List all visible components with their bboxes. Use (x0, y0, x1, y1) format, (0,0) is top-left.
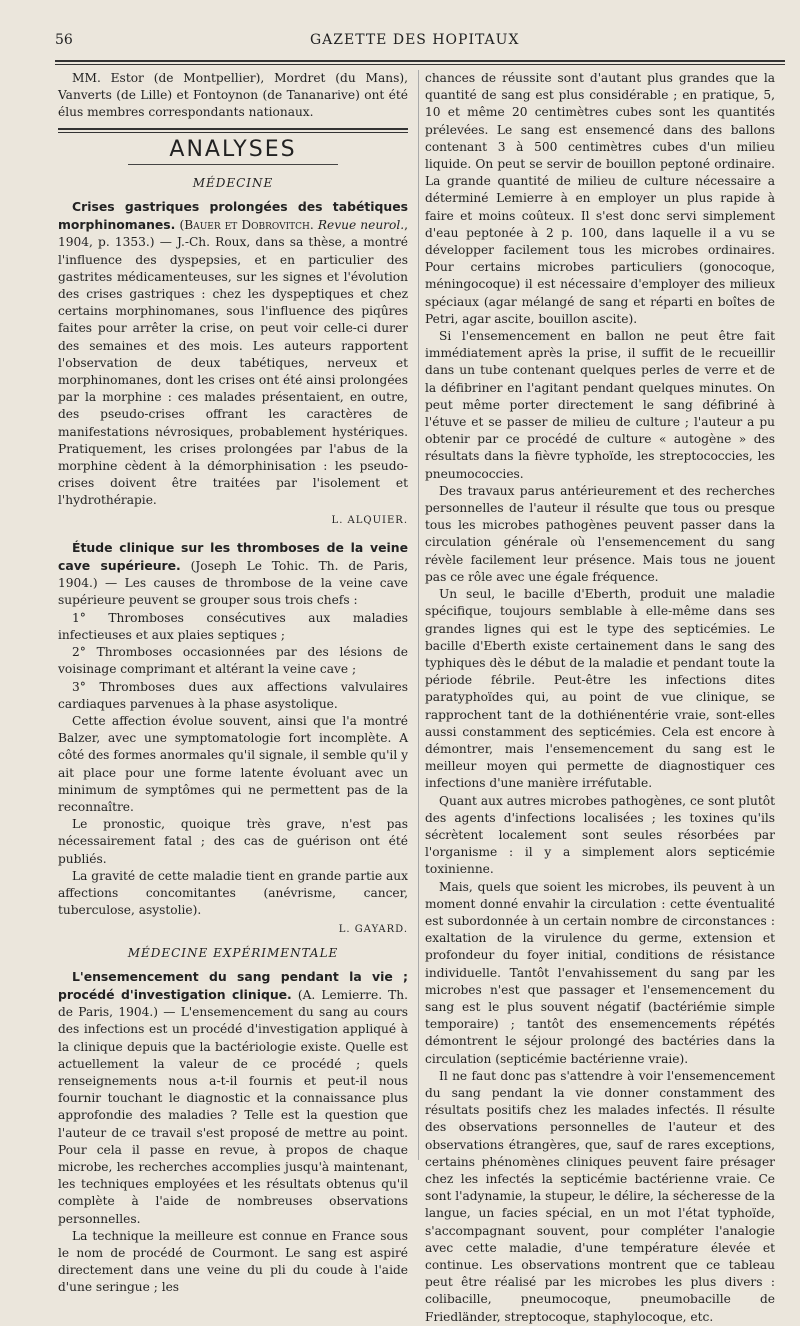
article-1-signature: L. ALQUIER. (331, 514, 408, 526)
page-number: 56 (55, 32, 73, 48)
article-2-paragraph-2: Le pronostic, quoique très grave, n'est pas nécessairement fatal ; des cas de guérison ont été publiés. (58, 817, 408, 866)
right-paragraph-3: Des travaux parus antérieurement et des recherches personnelles de l'auteur il résulte que tous ou presque tous les microbes pathogènes peuvent passer dans la circulation générale où l'ensemencement du sang révèle facilement leur présence. Mais tous ne jouent pas ce rôle avec une égale fréquence. (425, 483, 775, 584)
right-column (425, 70, 775, 1326)
header-rule (55, 60, 785, 62)
article-1-journal: Revue neurol. (317, 218, 405, 233)
article-2-paragraph-3: La gravité de cette maladie tient en grande partie aux affections concomitantes (anévrisme, cancer, tuberculose, asystolie). (58, 868, 408, 918)
article-1: Crises gastriques prolongées des tabétiques morphinomanes. (Bauer et Dobrovitch. Revue neurol., 1904, p. 1353.) — J.-Ch. Roux, dans sa thèse, a montré l'influence des dyspepsies, et en particulier des gastrites médicamenteuses, sur les signes et l'évolution des crises gastriques : chez les dyspeptiques et chez certains morphinomanes, sous l'influence des piqûres faites pour arrêter la crise, on peut voir celle-ci durer des semaines et des mois. Les auteurs rapportent l'observation de deux tabétiques, nerveux et morphinomanes, dont les crises ont été ainsi prolongées par la morphine : ces malades présentaient, en outre, des pseudo-crises offrant les caractères de manifestations névrosiques, probablement hystériques. Pratiquement, les crises prolongées par l'abus de la morphine cèdent à la démorphinisation : les pseudo-crises doivent être traitées par l'isolement et l'hydrothérapie. (58, 199, 408, 508)
article-2-item-3: 3° Thromboses dues aux affections valvulaires cardiaques parvenues à la phase asystolique. (58, 679, 408, 711)
article-2-item-1: 1° Thromboses consécutives aux maladies infectieuses et aux plaies septiques ; (58, 610, 408, 642)
article-2-title: Étude clinique sur les thromboses de la veine cave supérieure. (58, 539, 408, 574)
right-paragraph-7: Il ne faut donc pas s'attendre à voir l'ensemencement du sang pendant la vie donner constamment des résultats positifs chez les malades infectés. Il résulte des observations personnelles de l'auteur et des observations étrangères, que, sauf de rares exceptions, certains phénomènes cliniques peuvent faire présager chez les infectés la septicémie bactérienne vraie. Ce sont l'adynamie, la stupeur, le délire, la sécheresse de la langue, un facies spécial, en un mot l'état typhoïde, s'accompagnant souvent, pour compléter l'analogie avec cette maladie, d'une température élevée et continue. Les observations montrent que ce tableau peut être réalisé par les microbes les plus divers : colibacille, pneumocoque, pneumobacille de Friedländer, streptocoque, staphylocoque, etc. (425, 1068, 775, 1324)
column-divider (418, 70, 419, 1160)
article-3-title: L'ensemencement du sang pendant la vie ; procédé d'investigation clinique. (58, 968, 408, 1002)
article-2 (58, 539, 408, 610)
article-1-authors: Bauer et Dobrovitch. (184, 218, 314, 233)
medecine-experimentale-heading: MÉDECINE EXPÉRIMENTALE (127, 945, 339, 960)
article-1-ref: , 1904, p. 1353.) (58, 218, 408, 250)
intro-paragraph: MM. Estor (de Montpellier), Mordret (du Mans), Vanverts (de Lille) et Fontoynon (de Tananarive) ont été élus membres correspondants nationaux. (58, 71, 408, 120)
article-2-ref: (Joseph Le Tohic. Th. de Paris, 1904.) — Les causes de thrombose de la veine cave supérieure peuvent se grouper sous trois chefs : (58, 559, 408, 608)
right-paragraph-6: Mais, quels que soient les microbes, ils peuvent à un moment donné envahir la circulation : cette éventualité est subordonnée à un certain nombre de circonstances : exaltation de la virulence du germe, extension et profondeur du foyer initial, conditions de résistance individuelle. Tantôt l'envahissement du sang par les microbes n'est que passager et l'ensemencement du sang est le plus souvent négatif (bactériémie simple temporaire) ; tantôt des ensemencements répétés démontrent le séjour prolongé des bactéries dans la circulation (septicémie bactérienne vraie). (425, 879, 775, 1066)
right-paragraph-1: chances de réussite sont d'autant plus grandes que la quantité de sang est plus considérable ; en pratique, 5, 10 et même 20 centimètres cubes sont les quantités prélevées. Le sang est ensemencé dans des ballons contenant 3 à 500 centimètres cubes d'un milieu liquide. On peut se servir de bouillon peptoné ordinaire. La grande quantité de milieu de culture nécessaire a déterminé Lemierre à en employer un plus rapide à faire et moins coûteux. Il s'est donc servi simplement d'eau peptonée à 2 p. 100, dans laquelle il a vu se développer facilement tous les microbes ordinaires. Pour certains microbes particuliers (gonocoque, méningocoque) il est nécessaire d'employer des milieux spéciaux (agar mélangé de sang et réparti en boîtes de Petri, agar ascite, bouillon ascite). (425, 71, 775, 326)
right-paragraph-4: Un seul, le bacille d'Eberth, produit une maladie spécifique, toujours semblable à elle-même dans ses grandes lignes qui est le type des septicémies. Le bacille d'Eberth existe certainement dans le sang des typhiques dès le début de la maladie et pendant toute la période fébrile. Peut-être les infections dites paratyphoïdes qui, au point de vue clinique, se rapprochent tant de la dothiénentérie vraie, sont-elles aussi constamment des septicémies. Cela est encore à démontrer, mais l'ensemencement du sang est le meilleur moyen qui permette de diagnostiquer ces infections d'une manière irréfutable. (425, 587, 775, 791)
analyses-heading: ANALYSES (169, 136, 297, 162)
header-rule-thin (55, 64, 785, 65)
article-2-paragraph-1: Cette affection évolue souvent, ainsi que l'a montré Balzer, avec une symptomatologie fort incomplète. A côté des formes anormales qu'il signale, il semble qu'il y ait place pour une forme latente évoluant avec un minimum de symptômes qui ne permettent pas de la reconnaître. (58, 713, 408, 814)
article-2-signature: L. GAYARD. (338, 924, 408, 936)
article-3-paragraph-1: La technique la meilleure est connue en France sous le nom de procédé de Courmont. Le sang est aspiré directement dans une veine du pli du coude à l'aide d'une seringue ; les (58, 1228, 408, 1295)
running-title: GAZETTE DES HOPITAUX (310, 32, 520, 48)
analyses-rule (128, 164, 338, 165)
page-header (0, 28, 800, 48)
left-column (58, 70, 408, 1297)
article-3-ref: (A. Lemierre. Th. de Paris, 1904.) — L'ensemencement du sang au cours des infections est un procédé d'investigation appliqué à la clinique depuis que la bactériologie existe. Quelle est actuellement la valeur de ce procédé ; quels renseignements nous a-t-il fournis et peut-il nous fournir touchant le diagnostic et la connaissance plus approfondie des maladies ? Telle est la question que l'auteur de ce travail s'est proposé de mettre au point. Pour cela il passe en revue, à propos de chaque microbe, les recherches accomplies jusqu'à maintenant, les techniques employées et les résultats obtenus qu'il complète à l'aide de nombreuses observations personnelles. (58, 987, 409, 1226)
medecine-heading: MÉDECINE (192, 175, 274, 190)
right-paragraph-2: Si l'ensemencement en ballon ne peut être fait immédiatement après la prise, il suffit de le recueillir dans un tube contenant quelques perles de verre et de la défibriner en l'agitant pendant quelques minutes. On peut même porter directement le sang défibriné à l'étuve et se passer de milieu de culture ; l'auteur a pu obtenir par ce procédé de culture « autogène » des résultats dans la fièvre typhoïde, les streptococcies, les pneumococcies. (425, 329, 775, 481)
article-1-body: — J.-Ch. Roux, dans sa thèse, a montré l'influence des dyspepsies, et en particulier des gastrites médicamenteuses, sur les signes et l'évolution des crises gastriques : chez les dyspeptiques et chez certains morphinomanes, sous l'influence des piqûres faites pour arrêter la crise, on peut voir celle-ci durer des semaines et des mois. Les auteurs rapportent l'observation de deux tabétiques, nerveux et morphinomanes, dont les crises ont été ainsi prolongées par la morphine : ces malades présentaient, en outre, des pseudo-crises offrant les caractères de manifestations névrosiques, probablement hystériques. Pratiquement, les crises prolongées par l'abus de la morphine cèdent à la démorphinisation : les pseudo-crises doivent être traitées par l'isolement et l'hydrothérapie. (58, 235, 408, 508)
section-rule (58, 128, 408, 130)
spacer (58, 529, 408, 539)
article-3 (58, 968, 408, 1228)
article-2-item-2: 2° Thromboses occasionnées par des lésions de voisinage comprimant et altérant la veine cave ; (58, 645, 408, 677)
article-1-title: Crises gastriques prolongées des tabétiques morphinomanes. (58, 199, 408, 233)
section-rule-thin (58, 132, 408, 133)
right-paragraph-5: Quant aux autres microbes pathogènes, ce sont plutôt des agents d'infections localisées ; les toxines qu'ils sécrètent localement sont seules résorbées par l'organisme : il y a simplement alors septicémie toxinienne. (425, 793, 775, 877)
